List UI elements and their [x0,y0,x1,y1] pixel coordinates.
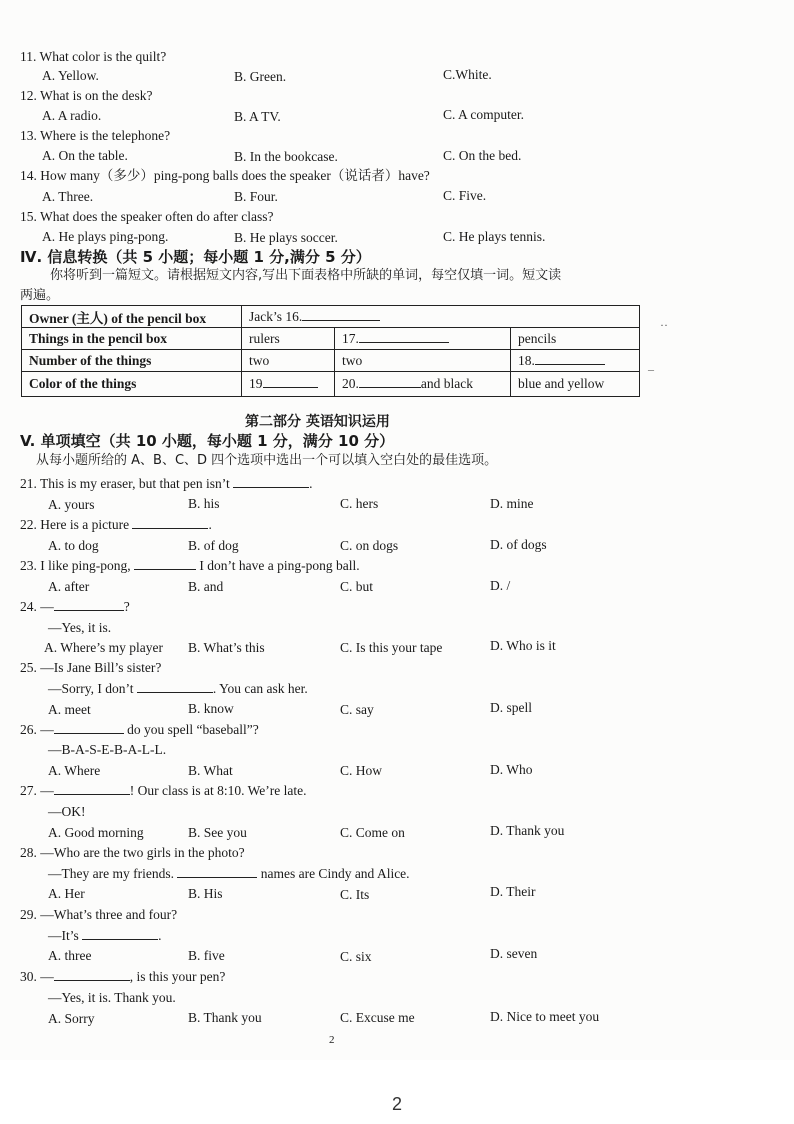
question-26-stem: 26. — do you spell “baseball”? [20,722,259,737]
option-30-c: C. Excuse me [340,1010,415,1025]
option-25-b: B. know [188,701,234,716]
question-23-stem: 23. I like ping-pong, I don’t have a ping-pong ball. [20,558,360,573]
option-29-b: B. five [188,948,225,963]
question-12-stem: 12. What is on the desk? [20,88,153,103]
option-30-d: D. Nice to meet you [490,1009,600,1024]
option-24-d: D. Who is it [490,638,556,653]
question-15-stem: 15. What does the speaker often do after class? [20,209,274,224]
option-22-d: D. of dogs [490,537,547,552]
question-22-stem: 22. Here is a picture . [20,517,212,532]
table-header-things: Things in the pencil box [22,328,242,350]
question-30-line2: —Yes, it is. Thank you. [48,990,176,1005]
question-25-stem: 25. —Is Jane Bill’s sister? [20,660,162,675]
question-26-line2: —B-A-S-E-B-A-L-L. [48,742,167,757]
option-12-b: B. A TV. [234,109,281,124]
inner-page-number: 2 [329,1034,335,1046]
section-4-title: Ⅳ. 信息转换（共 5 小题；每小题 1 分,满分 5 分） [20,248,371,266]
option-25-d: D. spell [490,700,532,715]
option-15-b: B. He plays soccer. [234,230,338,245]
option-28-d: D. Their [490,884,536,899]
question-28-stem: 28. —Who are the two girls in the photo? [20,845,245,860]
table-header-color: Color of the things [22,372,242,397]
option-26-d: D. Who [490,762,533,777]
scan-speck: – [648,362,654,376]
question-11-stem: 11. What color is the quilt? [20,49,167,64]
option-22-c: C. on dogs [340,538,399,553]
option-13-c: C. On the bed. [443,148,522,163]
option-14-c: C. Five. [443,188,487,203]
question-25-line2: —Sorry, I don’t . You can ask her. [48,681,308,696]
info-table [21,305,640,397]
option-29-c: C. six [340,949,372,964]
section-4-instructions-line1: 你将听到一篇短文。请根据短文内容,写出下面表格中所缺的单词，每空仅填一词。短文读 [50,268,562,283]
scan-speck: ·· [660,318,668,332]
question-30-stem: 30. — , is this your pen? [20,969,226,984]
option-21-c: C. hers [340,496,379,511]
option-27-a: A. Good morning [48,825,144,840]
option-21-d: D. mine [490,496,534,511]
option-21-a: A. yours [48,497,95,512]
option-28-c: C. Its [340,887,370,902]
table-cell: 19 [242,372,335,397]
question-27-stem: 27. — ! Our class is at 8:10. We’re late. [20,783,307,798]
table-cell: two [242,350,335,372]
table-cell: blue and yellow [511,372,640,397]
option-11-b: B. Green. [234,69,287,84]
option-21-b: B. his [188,496,220,511]
option-26-c: C. How [340,763,383,778]
option-12-a: A. A radio. [42,108,102,123]
question-29-stem: 29. —What’s three and four? [20,907,178,922]
option-25-a: A. meet [48,702,91,717]
option-14-a: A. Three. [42,189,94,204]
section-5-instructions: 从每小题所给的 A、B、C、D 四个选项中选出一个可以填入空白处的最佳选项。 [36,453,498,468]
option-11-c: C.White. [443,67,492,82]
table-row [22,372,640,397]
question-13-stem: 13. Where is the telephone? [20,128,171,143]
option-27-d: D. Thank you [490,823,565,838]
option-12-c: C. A computer. [443,107,524,122]
table-row [22,306,640,328]
option-30-a: A. Sorry [48,1011,95,1026]
question-14-stem: 14. How many（多少）ping-pong balls does the speaker（说话者）have? [20,168,430,183]
question-24-line2: —Yes, it is. [48,620,112,635]
option-24-a: A. Where’s my player [44,640,163,655]
option-13-a: A. On the table. [42,148,128,163]
option-26-b: B. What [188,763,233,778]
question-29-line2: —It’s . [48,928,162,943]
option-15-a: A. He plays ping-pong. [42,229,169,244]
option-23-a: A. after [48,579,90,594]
option-29-a: A. three [48,948,92,963]
option-23-b: B. and [188,579,224,594]
table-cell: rulers [242,328,335,350]
option-23-d: D. / [490,578,511,593]
table-cell: pencils [511,328,640,350]
option-22-b: B. of dog [188,538,239,553]
option-24-c: C. Is this your tape [340,640,443,655]
option-23-c: C. but [340,579,374,594]
question-27-line2: —OK! [48,804,86,819]
option-27-b: B. See you [188,825,247,840]
table-cell: 17. [335,328,511,350]
question-24-stem: 24. — ? [20,599,130,614]
footer-page-number: 2 [391,1094,402,1114]
option-11-a: A. Yellow. [42,68,99,83]
option-28-b: B. His [188,886,223,901]
part-2-title: 第二部分 英语知识运用 [245,414,390,430]
table-header-number: Number of the things [22,350,242,372]
section-5-title: V. 单项填空（共 10 小题，每小题 1 分，满分 10 分） [20,432,395,450]
table-cell: 20. and black [335,372,511,397]
table-header-owner: Owner (主人) of the pencil box [22,306,242,328]
table-cell: Jack’s 16. [242,306,640,328]
option-22-a: A. to dog [48,538,99,553]
question-21-stem: 21. This is my eraser, but that pen isn’t . [20,476,313,491]
option-28-a: A. Her [48,886,85,901]
section-4-instructions-line2: 两遍。 [20,288,60,303]
option-30-b: B. Thank you [188,1010,262,1025]
option-13-b: B. In the bookcase. [234,149,338,164]
option-25-c: C. say [340,702,374,717]
option-29-d: D. seven [490,946,538,961]
table-cell: two [335,350,511,372]
question-28-line2: —They are my friends. names are Cindy and Alice. [48,866,410,881]
table-row [22,350,640,372]
table-cell: 18. [511,350,640,372]
table-row [22,328,640,350]
option-27-c: C. Come on [340,825,405,840]
option-14-b: B. Four. [234,189,278,204]
option-15-c: C. He plays tennis. [443,229,546,244]
option-24-b: B. What’s this [188,640,265,655]
option-26-a: A. Where [48,763,101,778]
